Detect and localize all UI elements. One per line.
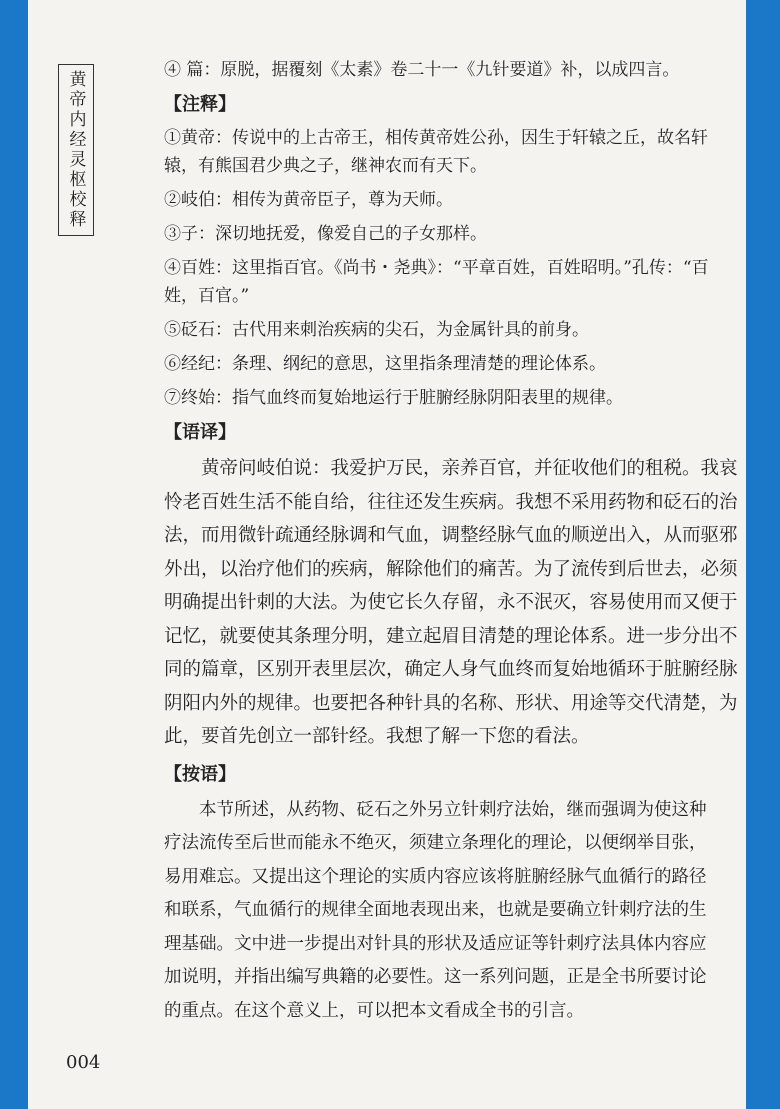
note-item xyxy=(164,186,724,214)
main-content xyxy=(164,56,738,1028)
translation-line: 外出，以治疗他们的疾病，解除他们的痛苦。为了流传到后世去，必须 xyxy=(164,558,738,580)
book-page xyxy=(28,0,746,1109)
translation-line: 法，而用微针疏通经脉调和气血，调整经脉气血的顺逆出入，从而驱邪 xyxy=(164,525,738,546)
note-item xyxy=(164,254,724,310)
commentary-heading: 【按语】 xyxy=(164,763,236,785)
page-number: 004 xyxy=(66,1052,101,1073)
note-line: ⑦终始：指气血终而复始地运行于脏腑经脉阴阳表里的规律。 xyxy=(164,388,623,408)
notes-list xyxy=(164,124,724,412)
running-head-title: 黄帝内经灵枢校释 xyxy=(65,70,86,230)
commentary-line: 加说明，并指出编写典籍的必要性。这一系列问题，正是全书所要讨论 xyxy=(164,967,707,987)
commentary-line: 本节所述，从药物、砭石之外另立针刺疗法始，继而强调为使这种 xyxy=(199,799,707,820)
commentary-paragraph xyxy=(164,794,724,1029)
note-item xyxy=(164,384,724,412)
translation-line: 此，要首先创立一部针经。我想了解一下您的看法。 xyxy=(164,726,590,747)
note-item xyxy=(164,220,724,248)
note-item xyxy=(164,350,724,378)
translation-line: 黄帝问岐伯说：我爱护万民，亲养百官，并征收他们的租税。我哀 xyxy=(201,458,738,479)
running-head-box xyxy=(58,64,94,236)
note-line: ④百姓：这里指百官。《尚书・尧典》：“平章百姓，百姓昭明。”孔传：“百 xyxy=(164,258,709,278)
commentary-line: 的重点。在这个意义上，可以把本文看成全书的引言。 xyxy=(164,1000,584,1021)
translation-heading: 【语译】 xyxy=(164,422,236,443)
translation-line: 阴阳内外的规律。也要把各种针具的名称、形状、用途等交代清楚，为 xyxy=(164,692,738,714)
translation-line: 同的篇章，区别开表里层次，确定人身气血终而复始地循环于脏腑经脉 xyxy=(164,659,738,680)
note-line: ③子：深切地抚爱，像爱自己的子女那样。 xyxy=(164,224,487,244)
note-item xyxy=(164,316,724,344)
note-item xyxy=(164,124,724,180)
translation-line: 明确提出针刺的大法。为使它长久存留，永不泯灭，容易使用而又便于 xyxy=(164,592,738,613)
note-line: ⑤砭石：古代用来刺治疾病的尖石，为金属针具的前身。 xyxy=(164,320,589,340)
commentary-line: 理基础。文中进一步提出对针具的形状及适应证等针刺疗法具体内容应 xyxy=(164,933,707,954)
note-line: ①黄帝：传说中的上古帝王，相传黄帝姓公孙，因生于轩辕之丘，故名轩 xyxy=(164,128,708,148)
commentary-line: 易用难忘。又提出这个理论的实质内容应该将脏腑经脉气血循行的路径 xyxy=(164,866,707,887)
note-line: 姓，百官。” xyxy=(164,286,250,306)
notes-heading: 【注释】 xyxy=(164,94,236,115)
translation-line: 记忆，就要使其条理分明，建立起眉目清楚的理论体系。进一步分出不 xyxy=(164,625,738,647)
translation-paragraph xyxy=(164,452,738,754)
translation-line: 怜老百姓生活不能自给，往往还发生疾病。我想不采用药物和砭石的治 xyxy=(164,491,738,513)
note-line: ②岐伯：相传为黄帝臣子，尊为天师。 xyxy=(164,190,453,210)
note-line: ⑥经纪：条理、纲纪的意思，这里指条理清楚的理论体系。 xyxy=(164,354,606,374)
intro-note: ④ 篇：原脱，据覆刻《太素》卷二十一《九针要道》补，以成四言。 xyxy=(164,60,680,80)
commentary-line: 疗法流传至后世而能永不绝灭，须建立条理化的理论，以便纲举目张， xyxy=(164,833,707,853)
commentary-line: 和联系，气血循行的规律全面地表现出来，也就是要确立针刺疗法的生 xyxy=(164,900,707,920)
note-line: 辕，有熊国君少典之子，继神农而有天下。 xyxy=(164,156,487,176)
